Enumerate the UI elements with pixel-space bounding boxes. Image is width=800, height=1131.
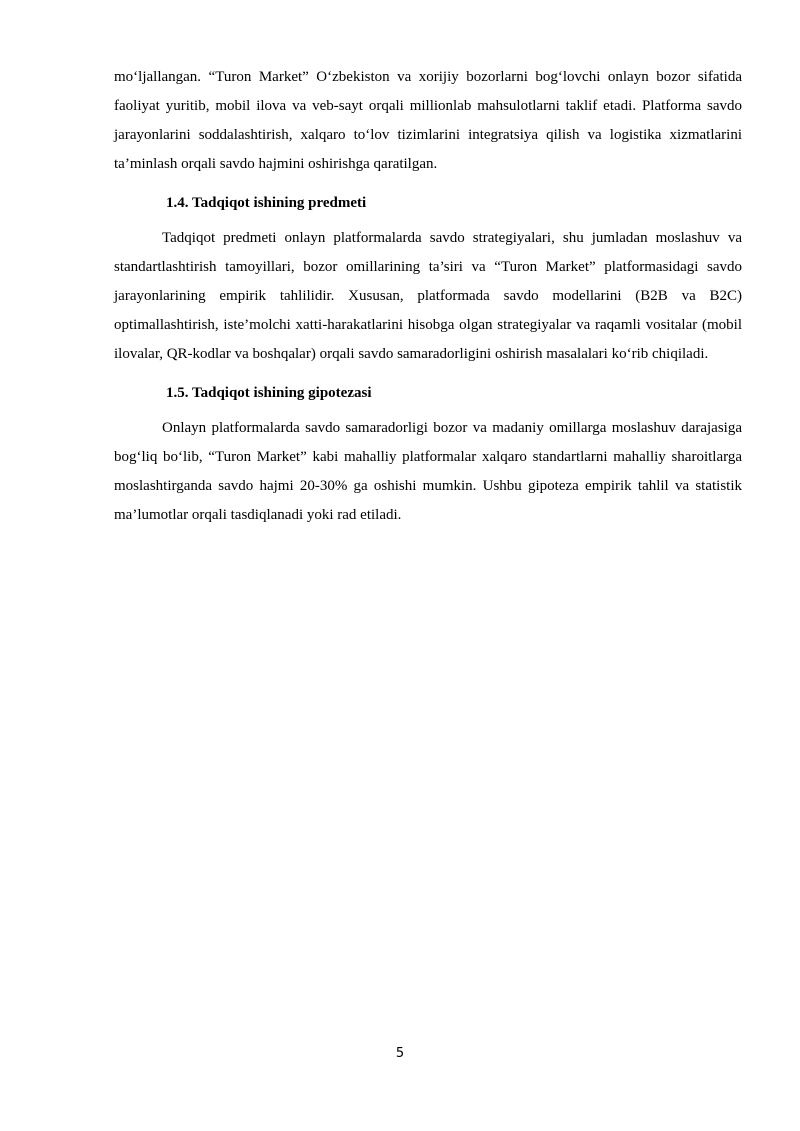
spacer: [114, 179, 742, 189]
section-heading-1-4: 1.4. Tadqiqot ishining predmeti: [166, 195, 367, 211]
intro-paragraph: mo‘ljallangan. “Turon Market” O‘zbekiston va xorijiy bozorlarni bog‘lovchi onlayn bozor sifatida faoliyat yuritib, mobil ilova va veb-sayt orqali millionlab mahsulotlarni taklif etadi. Platforma savdo jarayonlarini soddalashtirish, xalqaro to‘lov tizimlarini integratsiya qilish va logistika xizmatlarini ta’minlash orqali savdo hajmini oshirishga qaratilgan.: [114, 69, 742, 172]
hypothesis-paragraph: Onlayn platformalarda savdo samaradorligi bozor va madaniy omillarga moslashuv darajasiga bog‘liq bo‘lib, “Turon Market” kabi mahalliy platformalar xalqaro standartlarni mahalliy sharoitlarga moslashtirganda savdo hajmi 20-30% ga oshishi mumkin. Ushbu gipoteza empirik tahlil va statistik ma’lumotlar orqali tasdiqlanadi yoki rad etiladi.: [114, 420, 742, 523]
spacer: [114, 369, 742, 379]
subject-paragraph: Tadqiqot predmeti onlayn platformalarda savdo strategiyalari, shu jumladan moslashuv va standartlashtirish tamoyillari, bozor omillarining ta’siri va “Turon Market” platformasidagi savdo jarayonlarining empirik tahlilidir. Xususan, platformada savdo modellarini (B2B va B2C) optimallashtirish, iste’molchi xatti-harakatlarini hisobga olgan strategiyalar va raqamli vositalar (mobil ilovalar, QR-kodlar va boshqalar) orqali savdo samaradorligini oshirish masalalari ko‘rib chiqiladi.: [114, 230, 742, 362]
page-body: [114, 63, 742, 530]
section-heading-1-5: 1.5. Tadqiqot ishining gipotezasi: [166, 385, 372, 401]
page-number: 5: [395, 1046, 405, 1061]
